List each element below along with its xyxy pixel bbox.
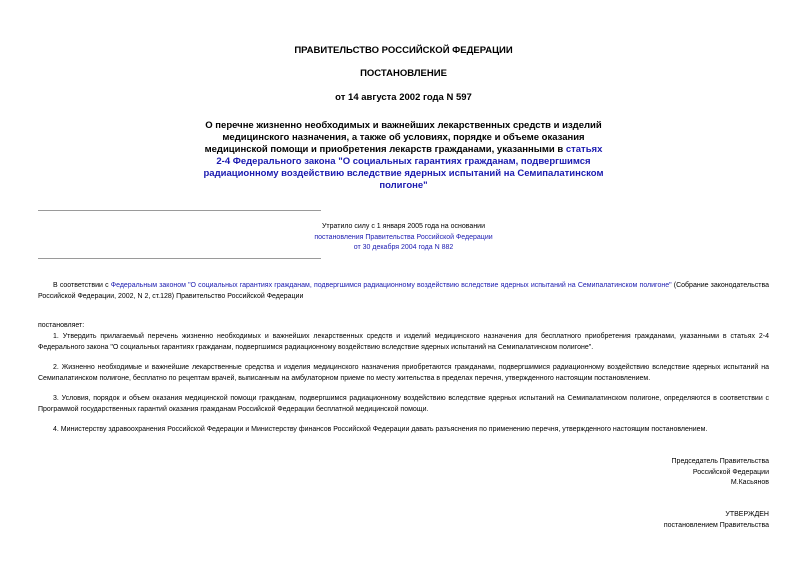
preamble-law-link[interactable]: Федеральным законом "О социальных гарантиях гражданам, подвергшимся радиационному воздействию вследствие ядерных испытаний на Семипалатинском полигоне" xyxy=(110,282,672,289)
approval-word: УТВЕРЖДЕН xyxy=(725,511,769,518)
item-2-paragraph: 2. Жизненно необходимые и важнейшие лекарственные средства и изделия медицинского назначения приобретаются гражданами, подвергшимися радиационному воздействию вследствие ядерных испытаний на Семипалатинском полигоне, бесплатно по рецептам врачей, выписанным на амбулаторном приеме по месту жительства в пределах перечня, утвержденного настоящим постановлением. xyxy=(38,364,769,382)
signature-block xyxy=(672,457,769,489)
lapsed-note-line1: Утратило силу с 1 января 2005 года на основании xyxy=(321,223,486,230)
preamble-suffix: (Собрание законодательства Российской Федерации, 2002, N 2, ст.128) Правительство Российской Федерации xyxy=(38,282,769,300)
item-3-paragraph: 3. Условия, порядок и объем оказания медицинской помощи гражданам, подвергшимся радиационному воздействию вследствие ядерных испытаний на Семипалатинском полигоне, определяются в соответствии с Программой государственных гарантий оказания гражданам Российской Федерации бесплатной медицинской помощи. xyxy=(38,395,769,413)
preamble-prefix: В соответствии с xyxy=(53,282,111,289)
title-law-link[interactable]: статьях 2-4 Федерального закона "О социальных гарантиях гражданам, подвергшимся радиационному воздействию вследствие ядерных испытаний на Семипалатинском полигоне" xyxy=(203,144,604,191)
signature-position: Председатель Правительства xyxy=(671,458,769,465)
lapsed-note xyxy=(290,222,517,254)
divider-top xyxy=(38,210,321,211)
title-lead: О перечне жизненно необходимых и важнейших лекарственных средств и изделий медицинского назначения, а также об условиях, порядке и объеме оказания медицинской помощи и приобретения лекарств гражданами, указанными в xyxy=(204,120,602,155)
signature-country: Российской Федерации xyxy=(692,468,769,476)
signature-name: М.Касьянов xyxy=(730,479,769,486)
lapsed-note-link[interactable]: постановления Правительства Российской Федерации xyxy=(314,233,493,241)
decree-word: постановляет: xyxy=(38,322,85,329)
government-heading: ПРАВИТЕЛЬСТВО РОССИЙСКОЙ ФЕДЕРАЦИИ xyxy=(294,45,513,56)
approval-by: постановлением Правительства xyxy=(663,521,769,529)
divider-bottom xyxy=(38,258,321,259)
document-title xyxy=(200,120,607,192)
preamble-paragraph xyxy=(38,281,769,302)
lapsed-note-date-link[interactable]: от 30 декабря 2004 года N 882 xyxy=(353,244,454,251)
doc-type-heading: ПОСТАНОВЛЕНИЕ xyxy=(360,68,447,79)
item-1-paragraph: 1. Утвердить прилагаемый перечень жизненно необходимых и важнейших лекарственных средств и изделий медицинского назначения для бесплатного приобретения гражданами, указанными в статьях 2-4 Федерального закона "О социальных гарантиях гражданам, подвергшимся радиационному воздействию вследствие ядерных испытаний на Семипалатинском полигоне". xyxy=(38,333,769,351)
item-4-paragraph: 4. Министерству здравоохранения Российской Федерации и Министерству финансов Российской Федерации давать разъяснения по применению перечня, утвержденного настоящим постановлением. xyxy=(53,426,708,433)
approval-block xyxy=(664,510,769,531)
date-number-heading: от 14 августа 2002 года N 597 xyxy=(335,92,472,103)
